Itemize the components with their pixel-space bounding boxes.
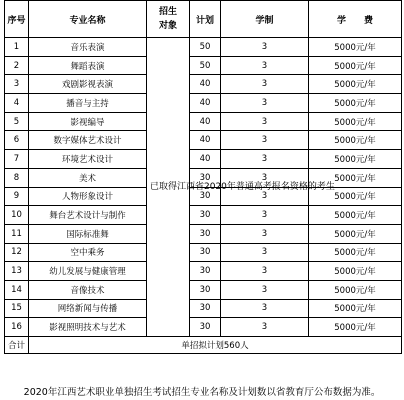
row-number: 10 xyxy=(5,206,29,225)
major-name: 数字媒体艺术设计 xyxy=(29,131,147,150)
row-number: 12 xyxy=(5,243,29,262)
tuition-fee: 5000元/年 xyxy=(309,56,402,75)
table-row xyxy=(5,224,402,243)
table-row xyxy=(5,299,402,318)
row-number: 3 xyxy=(5,75,29,94)
plan-count: 40 xyxy=(190,94,221,113)
header-target-line1: 招生 xyxy=(158,7,177,17)
table-row xyxy=(5,318,402,337)
plan-count: 30 xyxy=(190,206,221,225)
header-plan: 计划 xyxy=(190,1,221,38)
plan-count: 40 xyxy=(190,112,221,131)
table-row xyxy=(5,243,402,262)
tuition-fee: 5000元/年 xyxy=(309,187,402,206)
table-row xyxy=(5,150,402,169)
major-name: 影视照明技术与艺术 xyxy=(29,318,147,337)
tuition-fee: 5000元/年 xyxy=(309,299,402,318)
plan-count: 40 xyxy=(190,150,221,169)
tuition-fee: 5000元/年 xyxy=(309,75,402,94)
row-number: 6 xyxy=(5,131,29,150)
row-number: 2 xyxy=(5,56,29,75)
enrollment-target-text: 已取得江西省2020年普通高考报名资格的考生 xyxy=(150,181,335,192)
table-row xyxy=(5,131,402,150)
tuition-fee: 5000元/年 xyxy=(309,94,402,113)
plan-count: 30 xyxy=(190,168,221,187)
major-name: 播音与主持 xyxy=(29,94,147,113)
plan-count: 30 xyxy=(190,262,221,281)
major-name: 空中乘务 xyxy=(29,243,147,262)
plan-count: 30 xyxy=(190,318,221,337)
major-name: 人物形象设计 xyxy=(29,187,147,206)
row-number: 15 xyxy=(5,299,29,318)
tuition-fee: 5000元/年 xyxy=(309,243,402,262)
total-value: 单招拟计划560人 xyxy=(29,337,402,354)
header-target xyxy=(147,1,190,38)
table-row xyxy=(5,75,402,94)
row-number: 16 xyxy=(5,318,29,337)
table-body xyxy=(5,38,402,337)
row-number: 4 xyxy=(5,94,29,113)
footnote: 2020年江西艺术职业单独招生考试招生专业名称及计划数以省教育厅公布数据为准。 xyxy=(23,387,381,398)
study-years: 3 xyxy=(221,150,309,169)
tuition-fee: 5000元/年 xyxy=(309,168,402,187)
row-number: 14 xyxy=(5,280,29,299)
header-row xyxy=(5,1,402,38)
enrollment-table xyxy=(4,0,402,354)
plan-count: 30 xyxy=(190,224,221,243)
study-years: 3 xyxy=(221,187,309,206)
tuition-fee: 5000元/年 xyxy=(309,131,402,150)
study-years: 3 xyxy=(221,206,309,225)
major-name: 美术 xyxy=(29,168,147,187)
total-row xyxy=(5,337,402,354)
tuition-fee: 5000元/年 xyxy=(309,150,402,169)
study-years: 3 xyxy=(221,262,309,281)
plan-count: 40 xyxy=(190,131,221,150)
plan-count: 40 xyxy=(190,75,221,94)
header-duration: 学制 xyxy=(221,1,309,38)
plan-count: 30 xyxy=(190,280,221,299)
study-years: 3 xyxy=(221,224,309,243)
study-years: 3 xyxy=(221,56,309,75)
study-years: 3 xyxy=(221,280,309,299)
tuition-fee: 5000元/年 xyxy=(309,318,402,337)
major-name: 幼儿发展与健康管理 xyxy=(29,262,147,281)
plan-count: 50 xyxy=(190,38,221,57)
major-name: 音像技术 xyxy=(29,280,147,299)
study-years: 3 xyxy=(221,38,309,57)
major-name: 音乐表演 xyxy=(29,38,147,57)
tuition-fee: 5000元/年 xyxy=(309,112,402,131)
header-fee: 学 费 xyxy=(309,1,402,38)
row-number: 8 xyxy=(5,168,29,187)
row-number: 9 xyxy=(5,187,29,206)
row-number: 11 xyxy=(5,224,29,243)
study-years: 3 xyxy=(221,318,309,337)
tuition-fee: 5000元/年 xyxy=(309,38,402,57)
table-row xyxy=(5,56,402,75)
table-row xyxy=(5,112,402,131)
major-name: 国际标准舞 xyxy=(29,224,147,243)
header-major: 专业名称 xyxy=(29,1,147,38)
tuition-fee: 5000元/年 xyxy=(309,206,402,225)
table-row xyxy=(5,280,402,299)
table-row xyxy=(5,94,402,113)
study-years: 3 xyxy=(221,299,309,318)
total-label: 合计 xyxy=(5,337,29,354)
row-number: 13 xyxy=(5,262,29,281)
study-years: 3 xyxy=(221,112,309,131)
plan-count: 30 xyxy=(190,187,221,206)
major-name: 网络新闻与传播 xyxy=(29,299,147,318)
study-years: 3 xyxy=(221,94,309,113)
tuition-fee: 5000元/年 xyxy=(309,280,402,299)
major-name: 环境艺术设计 xyxy=(29,150,147,169)
tuition-fee: 5000元/年 xyxy=(309,262,402,281)
major-name: 舞蹈表演 xyxy=(29,56,147,75)
row-number: 5 xyxy=(5,112,29,131)
row-number: 1 xyxy=(5,38,29,57)
study-years: 3 xyxy=(221,75,309,94)
study-years: 3 xyxy=(221,168,309,187)
row-number: 7 xyxy=(5,150,29,169)
plan-count: 30 xyxy=(190,299,221,318)
study-years: 3 xyxy=(221,131,309,150)
major-name: 戏剧影视表演 xyxy=(29,75,147,94)
major-name: 影视编导 xyxy=(29,112,147,131)
table-row xyxy=(5,206,402,225)
table-row xyxy=(5,262,402,281)
plan-count: 30 xyxy=(190,243,221,262)
plan-count: 50 xyxy=(190,56,221,75)
header-target-line2: 对象 xyxy=(158,21,177,31)
header-seq: 序号 xyxy=(5,1,29,38)
table-row xyxy=(5,38,402,57)
major-name: 舞台艺术设计与制作 xyxy=(29,206,147,225)
tuition-fee: 5000元/年 xyxy=(309,224,402,243)
study-years: 3 xyxy=(221,243,309,262)
